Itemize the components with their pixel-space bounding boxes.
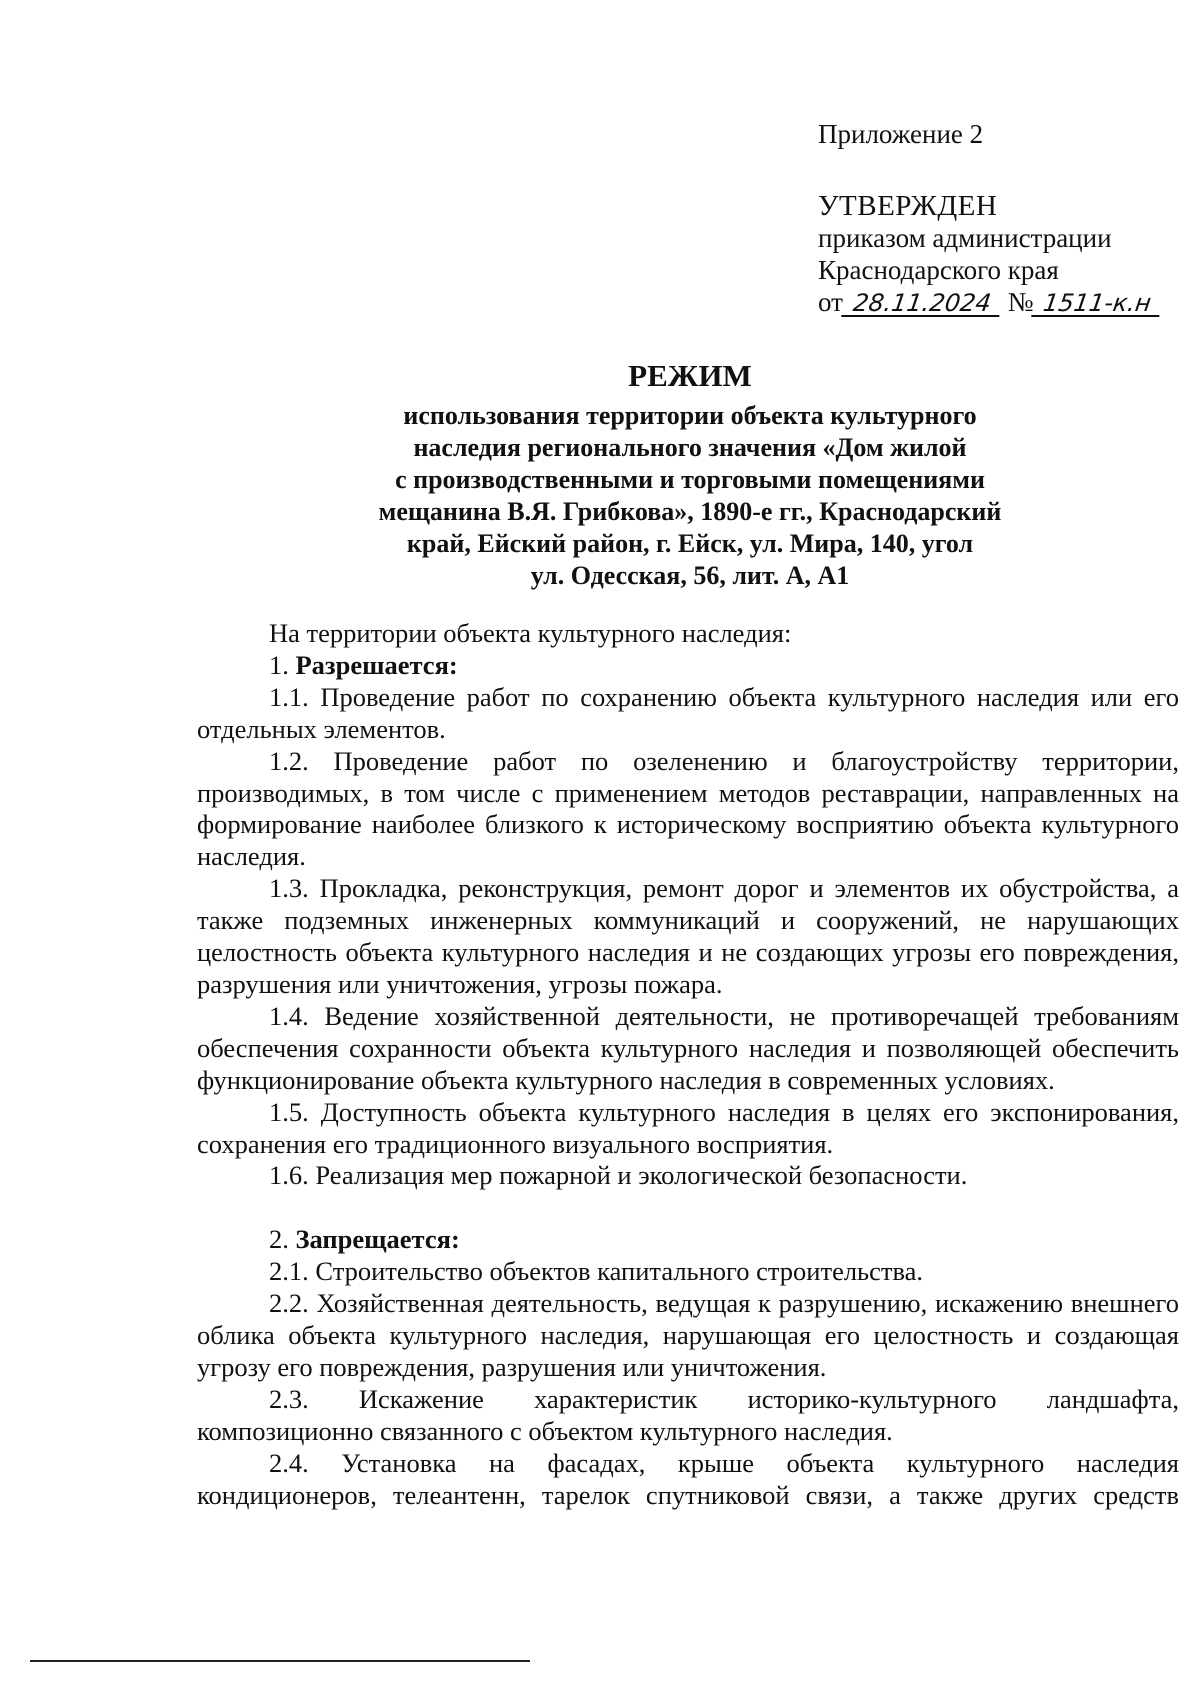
subtitle-line: мещанина В.Я. Грибкова», 1890-е гг., Краснодарский xyxy=(378,497,1002,526)
approval-block xyxy=(818,118,1178,318)
clause-2-4: 2.4. Установка на фасадах, крыше объекта культурного наследия кондиционеров, телеантенн, тарелок спутниковой связи, а также других средств xyxy=(197,1447,1179,1510)
clause-1-4: 1.4. Ведение хозяйственной деятельности, не противоречащей требованиям обеспечения сохранности объекта культурного наследия и позволяющей обеспечить функционирование объекта культурного наследия в современных условиях. xyxy=(197,1000,1179,1095)
approval-line-2: Краснодарского края xyxy=(818,255,1059,285)
document-title: РЕЖИМ xyxy=(628,358,752,393)
clause-2-3: 2.3. Искажение характеристик историко-культурного ландшафта, композиционно связанного с объектом культурного наследия. xyxy=(197,1383,1179,1446)
clause-1-2: 1.2. Проведение работ по озеленению и благоустройству территории, производимых, в том числе с применением методов реставрации, направленных на формирование наиболее близкого к историческому восприятию объекта культурного наследия. xyxy=(197,745,1179,872)
footer-rule xyxy=(30,1660,530,1662)
document-subtitle xyxy=(200,400,1180,592)
subtitle-line: ул. Одесская, 56, лит. А, А1 xyxy=(530,561,850,590)
intro-paragraph: На территории объекта культурного наследия: xyxy=(269,618,792,648)
appendix-label: Приложение 2 xyxy=(818,119,984,149)
clause-1-1: 1.1. Проведение работ по сохранению объекта культурного наследия или его отдельных элементов. xyxy=(197,681,1179,744)
subtitle-line: край, Ейский район, г. Ейск, ул. Мира, 140, угол xyxy=(406,529,974,558)
clause-2-1: 2.1. Строительство объектов капитального строительства. xyxy=(269,1256,924,1287)
section-1-title: Разрешается: xyxy=(295,649,458,680)
approved-label: УТВЕРЖДЕН xyxy=(818,190,998,222)
clause-1-3: 1.3. Прокладка, реконструкция, ремонт дорог и элементов их обустройства, а также подземных инженерных коммуникаций и сооружений, не нарушающих целостность объекта культурного наследия и не создающих угрозы его повреждения, разрушения или уничтожения, угрозы пожара. xyxy=(197,873,1179,999)
approval-date-line xyxy=(818,286,1178,318)
section-2-title: Запрещается: xyxy=(295,1224,460,1255)
section-1-number: 1. xyxy=(269,649,289,680)
document-body xyxy=(197,618,1179,1511)
number-sign: № xyxy=(1007,287,1034,317)
clause-1-6: 1.6. Реализация мер пожарной и экологической безопасности. xyxy=(269,1160,968,1191)
section-1-heading xyxy=(197,650,1179,682)
section-2-number: 2. xyxy=(269,1224,289,1255)
date-prefix: от xyxy=(818,287,843,317)
handwritten-number: 1511-к.н xyxy=(1032,291,1164,317)
handwritten-date: 28.11.2024 xyxy=(841,291,1003,317)
clause-1-5: 1.5. Доступность объекта культурного наследия в целях его экспонирования, сохранения его традиционного визуального восприятия. xyxy=(197,1096,1179,1159)
subtitle-line: с производственными и торговыми помещениями xyxy=(395,465,985,494)
subtitle-line: использования территории объекта культурного xyxy=(403,401,977,430)
section-spacer xyxy=(197,1192,1179,1224)
section-2-heading xyxy=(197,1224,1179,1256)
clause-2-2: 2.2. Хозяйственная деятельность, ведущая к разрушению, искажению внешнего облика объекта культурного наследия, нарушающая его целостность и создающая угрозу его повреждения, разрушения или уничтожения. xyxy=(197,1288,1179,1382)
document-title-block xyxy=(200,356,1180,592)
approval-line-1: приказом администрации xyxy=(818,223,1112,253)
subtitle-line: наследия регионального значения «Дом жилой xyxy=(413,433,967,462)
